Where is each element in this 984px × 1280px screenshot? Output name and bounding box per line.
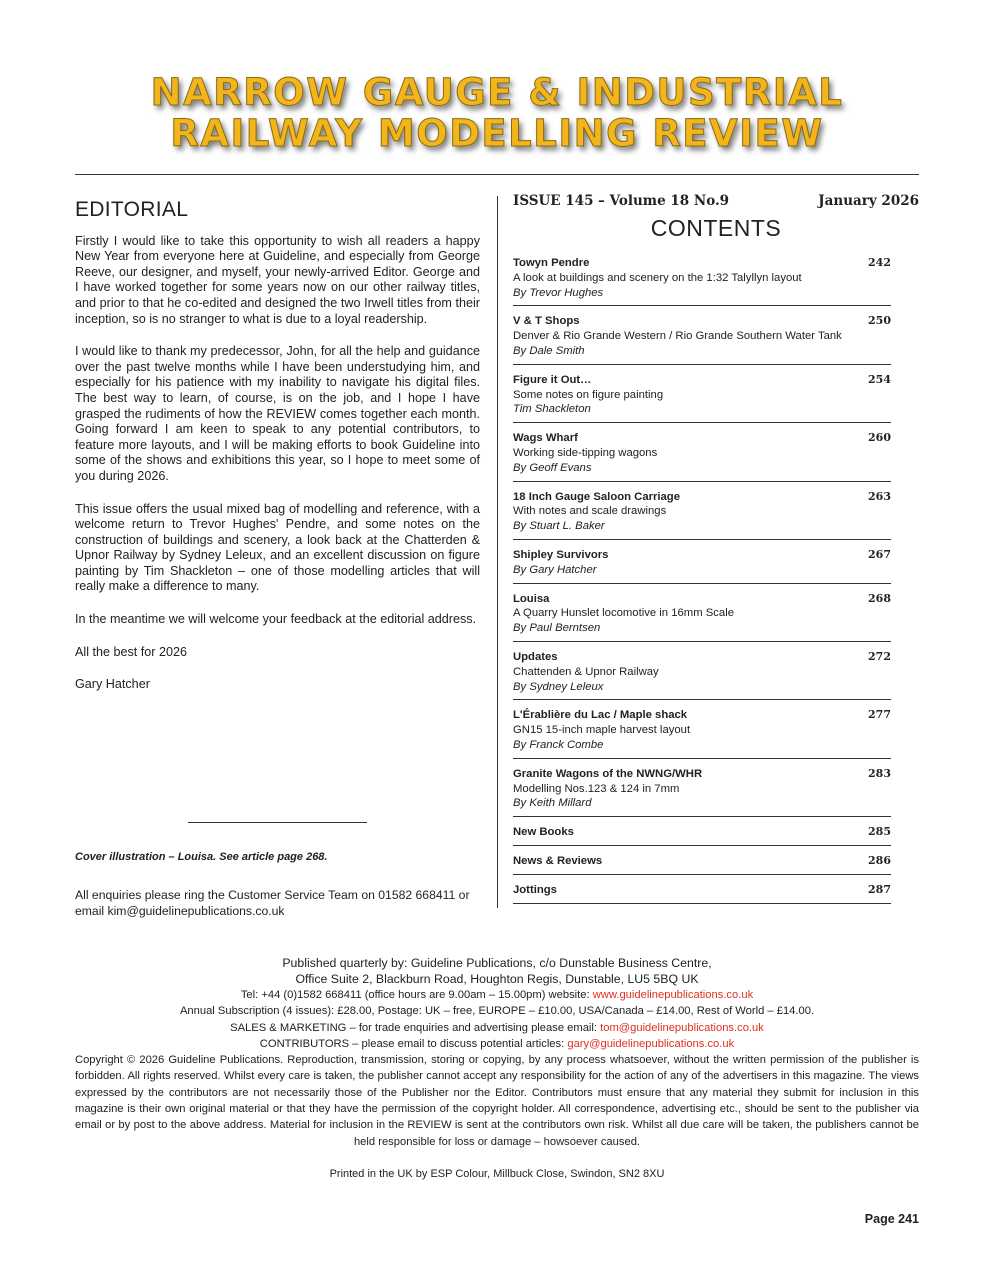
item-description: Chattenden & Upnor Railway xyxy=(513,665,659,678)
item-title: Figure it Out… xyxy=(513,373,592,386)
item-description: A Quarry Hunslet locomotive in 16mm Scale xyxy=(513,607,735,620)
sales-email-link[interactable]: tom@guidelinepublications.co.uk xyxy=(600,1021,764,1034)
page-number: Page 241 xyxy=(864,1212,919,1226)
contents-item[interactable] xyxy=(513,854,891,875)
footer xyxy=(75,955,919,1180)
editorial-column xyxy=(75,200,480,710)
contents-item[interactable] xyxy=(513,548,891,584)
editorial-paragraph: In the meantime we will welcome your feedback at the editorial address. xyxy=(75,612,477,627)
publisher-line-2: Office Suite 2, Blackburn Road, Houghton Regis, Dunstable, LU5 5BQ UK xyxy=(295,972,699,986)
item-title: Jottings xyxy=(513,883,557,896)
item-page: 267 xyxy=(868,547,891,561)
item-author: By Sydney Leleux xyxy=(513,680,604,693)
editor-signature: Gary Hatcher xyxy=(75,677,150,692)
tel-line xyxy=(75,987,919,1003)
item-page: 263 xyxy=(868,489,891,503)
item-author: By Paul Berntsen xyxy=(513,622,601,635)
item-page: 272 xyxy=(868,649,891,663)
item-title: 18 Inch Gauge Saloon Carriage xyxy=(513,490,680,503)
contents-item[interactable] xyxy=(513,592,891,642)
issue-label: ISSUE 145 – Volume 18 No.9 xyxy=(513,193,730,209)
publisher-line-1: Published quarterly by: Guideline Publications, c/o Dunstable Business Centre, xyxy=(282,956,712,970)
masthead-line-1: NARROW GAUGE & INDUSTRIAL xyxy=(150,71,844,114)
copyright-text: Copyright © 2026 Guideline Publications. Reproduction, transmission, storing or copying, by any process whatsoever, without the written permission of the publisher is forbidden. All rights reserved. Whilst every care is taken, the publisher cannot accept any responsibility for the action of any of the advertisers in this magazine. The views expressed by the contributors are not necessarily those of the Publisher nor the Editor. Contributors must ensure that any material they submit for inclusion in this magazine is their own original material or that they have the permission of the copyright holder. All correspondence, advertising etc., should be sent to the publisher via email or by post to the above address. Material for inclusion in the REVIEW is sent at the contributors own risk. Whilst all due care will be taken, the publishers cannot be held responsible for loss or damage – howsoever caused. xyxy=(75,1054,919,1148)
item-page: 250 xyxy=(868,314,891,328)
item-title: Shipley Survivors xyxy=(513,548,609,561)
website-link[interactable]: www.guidelinepublications.co.uk xyxy=(592,989,754,1001)
item-title: L'Érablière du Lac / Maple shack xyxy=(513,709,688,722)
item-description: Modelling Nos.123 & 124 in 7mm xyxy=(513,782,680,795)
column-divider xyxy=(497,196,498,908)
contents-item[interactable] xyxy=(513,767,891,817)
masthead-line-2: RAILWAY MODELLING REVIEW xyxy=(170,112,824,155)
contents-item[interactable] xyxy=(513,314,891,364)
item-author: By Stuart L. Baker xyxy=(513,520,605,533)
item-page: 242 xyxy=(868,256,891,269)
item-author: By Franck Combe xyxy=(513,738,604,751)
printed-note: Printed in the UK by ESP Colour, Millbuck Close, Swindon, SN2 8XU xyxy=(329,1167,665,1180)
sales-text: SALES & MARKETING – for trade enquiries and advertising please email: xyxy=(230,1021,601,1034)
contents-item[interactable] xyxy=(513,256,891,306)
short-divider xyxy=(188,822,367,823)
item-title: Towyn Pendre xyxy=(513,257,590,269)
contents-title: CONTENTS xyxy=(650,215,782,241)
editorial-paragraph: All the best for 2026 xyxy=(75,644,188,659)
item-description: With notes and scale drawings xyxy=(513,505,667,518)
item-page: 286 xyxy=(868,853,891,867)
item-title: Wags Wharf xyxy=(513,432,578,445)
item-page: 254 xyxy=(868,372,891,386)
item-author: By Trevor Hughes xyxy=(513,286,604,299)
item-author: By Keith Millard xyxy=(513,797,592,810)
editorial-paragraph: This issue offers the usual mixed bag of modelling and reference, with a welcome return to Trevor Hughes' Pendre, and some notes on the construction of buildings and scenery, a look back at the Chatterden & Upnor Railway by Sydney Leleux, and an excellent discussion on figure painting by Tim Shackleton – one of those modelling articles that will really make a difference to many. xyxy=(75,501,480,594)
item-description: Working side-tipping wagons xyxy=(513,446,658,459)
item-page: 287 xyxy=(868,882,891,896)
contents-item[interactable] xyxy=(513,490,891,540)
item-description: A look at buildings and scenery on the 1:32 Talyllyn layout xyxy=(513,271,802,284)
item-description: Some notes on figure painting xyxy=(513,388,664,401)
contents-list xyxy=(513,256,919,904)
contents-item[interactable] xyxy=(513,650,891,700)
item-title: News & Reviews xyxy=(513,854,603,867)
item-page: 277 xyxy=(868,708,891,722)
contrib-email-link[interactable]: gary@guidelinepublications.co.uk xyxy=(567,1037,735,1050)
cover-note: Cover illustration – Louisa. See article page 268. xyxy=(75,851,328,863)
item-author: Tim Shackleton xyxy=(513,403,591,416)
item-page: 268 xyxy=(868,591,891,605)
item-page: 283 xyxy=(868,766,891,780)
item-title: Updates xyxy=(513,650,558,663)
contents-item[interactable] xyxy=(513,825,891,846)
item-title: Granite Wagons of the NWNG/WHR xyxy=(513,767,703,780)
item-author: By Gary Hatcher xyxy=(513,563,597,576)
contents-column xyxy=(513,193,919,912)
item-title: V & T Shops xyxy=(513,315,580,328)
contrib-text: CONTRIBUTORS – please email to discuss potential articles: xyxy=(259,1037,568,1050)
contents-item[interactable] xyxy=(513,883,891,904)
subscription-line: Annual Subscription (4 issues): £28.00, Postage: UK – free, EUROPE – £10.00, USA/Canada – £14.00, Rest of World – £14.00. xyxy=(179,1005,815,1018)
masthead xyxy=(75,72,919,154)
item-title: New Books xyxy=(513,826,574,839)
item-author: By Geoff Evans xyxy=(513,461,592,474)
top-rule xyxy=(75,174,919,175)
sales-line xyxy=(75,1020,919,1036)
issue-header xyxy=(513,193,919,209)
item-description: GN15 15-inch maple harvest layout xyxy=(513,724,691,737)
editorial-paragraph: Firstly I would like to take this opportunity to wish all readers a happy New Year from everyone here at Guideline, and especially from George Reeve, our designer, and myself, your newly-arrived Editor. George and I have worked together for some years now on our other railway titles, and prior to that he co-edited and designed the two Irwell titles from their inception, so is no stranger to what is due to a loyal readership. xyxy=(75,233,480,326)
item-description: Denver & Rio Grande Western / Rio Grande Southern Water Tank xyxy=(513,330,842,343)
contents-item[interactable] xyxy=(513,431,891,481)
issue-date: January 2026 xyxy=(818,193,919,209)
item-author: By Dale Smith xyxy=(513,344,585,357)
enquiries-text: All enquiries please ring the Customer Service Team on 01582 668411 or email kim@guidelinepublications.co.uk xyxy=(75,888,470,918)
contents-item[interactable] xyxy=(513,373,891,423)
item-title: Louisa xyxy=(513,592,550,605)
editorial-heading: EDITORIAL xyxy=(75,198,189,221)
tel-text: Tel: +44 (0)1582 668411 (office hours are 9.00am – 15.00pm) website: xyxy=(240,989,593,1001)
contents-item[interactable] xyxy=(513,708,891,758)
editorial-paragraph: I would like to thank my predecessor, John, for all the help and guidance over the past twelve months while I have been understudying him, and especially for his patience with my inability to navigate his digital files. The best way to learn, of course, is on the job, and I hope I have grasped the rudiments of how the REVIEW comes together each month. Going forward I am keen to speak to any potential contributors, to feature more layouts, and I will be making efforts to book Guideline into some of the shows and exhibitions this year, so I hope to meet some of you during 2026. xyxy=(75,344,480,483)
item-page: 260 xyxy=(868,431,891,445)
contributors-line xyxy=(75,1036,919,1052)
item-page: 285 xyxy=(868,825,891,839)
